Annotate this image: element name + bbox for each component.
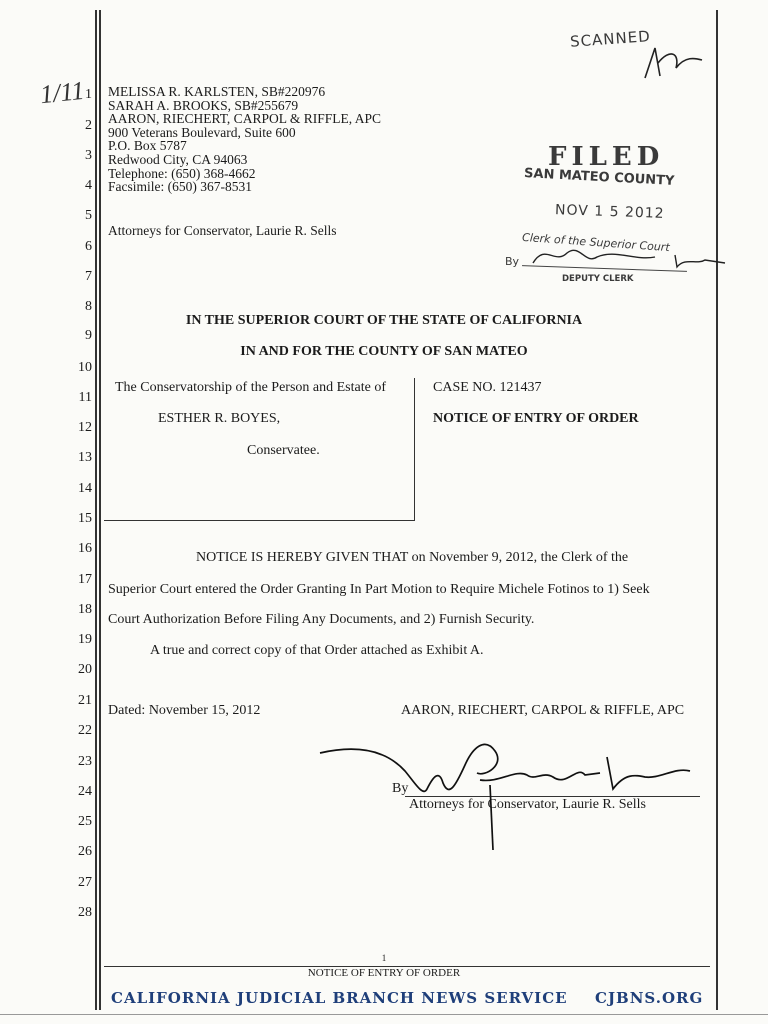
document-title: NOTICE OF ENTRY OF ORDER	[433, 411, 639, 426]
line-number: 8	[85, 299, 92, 314]
header-line: Redwood City, CA 94063	[108, 151, 248, 167]
dated-line: Dated: November 15, 2012	[108, 703, 261, 718]
line-number: 20	[78, 662, 92, 677]
case-number: CASE NO. 121437	[433, 380, 542, 395]
line-number: 25	[78, 814, 92, 829]
line-number: 27	[78, 875, 92, 890]
line-number: 22	[78, 723, 92, 738]
clerk-stamp: Clerk of the Superior Court	[521, 230, 671, 255]
scanned-initials	[640, 38, 710, 88]
conservatee-role: Conservatee.	[247, 443, 320, 458]
attorneys-for-line: Attorneys for Conservator, Laurie R. Sells	[108, 223, 337, 238]
court-name-line1: IN THE SUPERIOR COURT OF THE STATE OF CALIFORNIA	[185, 313, 583, 328]
date-stamp: NOV 1 5 2012	[554, 202, 665, 222]
footer-title: NOTICE OF ENTRY OF ORDER	[307, 967, 461, 979]
deputy-clerk-stamp: DEPUTY CLERK	[562, 274, 634, 284]
line-number: 7	[85, 269, 92, 284]
news-service-name: CALIFORNIA JUDICIAL BRANCH NEWS SERVICE	[111, 989, 568, 1007]
header-line: P.O. Box 5787	[108, 138, 187, 154]
body-paragraph-1-line-1: NOTICE IS HEREBY GIVEN THAT on November 9, 2012, the Clerk of the	[196, 550, 629, 565]
signature-by: By	[392, 781, 409, 796]
line-number: 15	[78, 511, 92, 526]
news-service-site[interactable]: CJBNS.ORG	[595, 989, 704, 1007]
attorney-header	[108, 85, 381, 194]
header-line: Facsimile: (650) 367-8531	[108, 179, 252, 195]
left-margin-rule	[95, 10, 97, 1010]
line-number: 1	[85, 87, 92, 102]
caption-bottom-rule	[104, 520, 415, 521]
line-number: 9	[85, 328, 92, 343]
left-margin-rule-inner	[99, 10, 101, 1010]
header-line: Telephone: (650) 368-4662	[108, 165, 256, 181]
clerk-by: By	[505, 255, 520, 268]
county-stamp: SAN MATEO COUNTY	[523, 166, 675, 189]
line-number: 17	[78, 572, 92, 587]
margin-handwritten-note: 1/11	[38, 75, 86, 110]
line-number: 18	[78, 602, 92, 617]
conservatee-name: ESTHER R. BOYES,	[158, 411, 281, 426]
line-number: 13	[78, 450, 92, 465]
line-number: 3	[85, 148, 92, 163]
body-paragraph-2: A true and correct copy of that Order attached as Exhibit A.	[150, 643, 484, 658]
line-number: 10	[78, 360, 92, 375]
page-number: 1	[381, 953, 387, 963]
right-margin-rule	[716, 10, 718, 1010]
firm-name: AARON, RIECHERT, CARPOL & RIFFLE, APC	[401, 703, 685, 718]
filed-stamp: FILED	[548, 142, 665, 172]
attorney-signature	[315, 725, 705, 855]
caption-divider	[414, 378, 415, 520]
body-paragraph-1-line-2: Superior Court entered the Order Granting In Part Motion to Require Michele Fotinos to 1) Seek	[108, 582, 650, 597]
header-line: MELISSA R. KARLSTEN, SB#220976	[108, 84, 326, 99]
line-number: 24	[78, 784, 92, 799]
line-number: 6	[85, 239, 92, 254]
court-name-line2: IN AND FOR THE COUNTY OF SAN MATEO	[240, 344, 528, 359]
header-line: AARON, RIECHERT, CARPOL & RIFFLE, APC	[108, 111, 381, 127]
signature-attorneys-for: Attorneys for Conservator, Laurie R. Sells	[409, 797, 647, 812]
line-number: 11	[78, 390, 92, 405]
line-number: 12	[78, 420, 92, 435]
line-number: 21	[78, 693, 92, 708]
line-number: 28	[78, 905, 92, 920]
line-number: 4	[85, 178, 92, 193]
line-number: 2	[85, 118, 92, 133]
footer-bottom-rule	[0, 1014, 768, 1015]
line-number: 23	[78, 754, 92, 769]
header-line: SARAH A. BROOKS, SB#255679	[108, 97, 299, 113]
body-paragraph-1-line-3: Court Authorization Before Filing Any Documents, and 2) Furnish Security.	[108, 612, 535, 627]
matter-line: The Conservatorship of the Person and Estate of	[115, 380, 386, 395]
line-number: 19	[78, 632, 92, 647]
line-number: 14	[78, 481, 92, 496]
line-number: 16	[78, 541, 92, 556]
header-line: 900 Veterans Boulevard, Suite 600	[108, 124, 296, 140]
line-number: 26	[78, 844, 92, 859]
scanned-stamp: SCANNED	[569, 27, 652, 51]
line-number: 5	[85, 208, 92, 223]
